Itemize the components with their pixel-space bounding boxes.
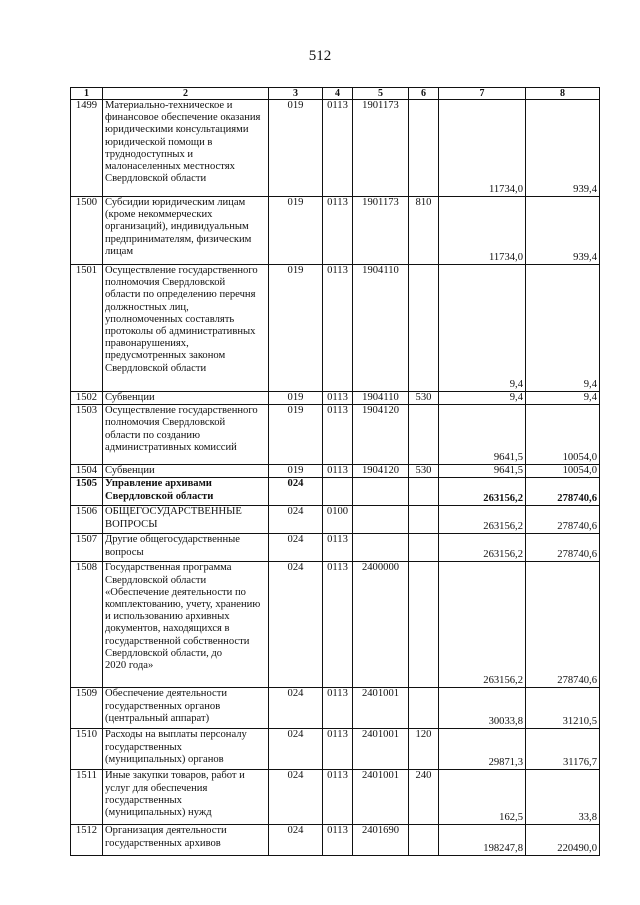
row-number: 1509 <box>71 688 103 729</box>
expense-type-code: 240 <box>409 770 439 825</box>
admin-code: 019 <box>269 265 323 392</box>
section-code: 0113 <box>323 825 353 856</box>
target-code: 1904120 <box>353 405 409 465</box>
row-name: Материально-техническое и финансовое обеспечение оказания юридическими консультациями юридической помощи в труднодоступных и малонаселенных местностях Свердловской области <box>103 100 269 197</box>
header-row <box>71 88 600 100</box>
table-row <box>71 100 600 197</box>
amount-year-2: 9,4 <box>526 392 600 405</box>
expense-type-code <box>409 562 439 688</box>
amount-year-2: 278740,6 <box>526 506 600 534</box>
table-row <box>71 825 600 856</box>
row-number: 1511 <box>71 770 103 825</box>
expense-type-code <box>409 265 439 392</box>
row-number: 1508 <box>71 562 103 688</box>
amount-year-1: 198247,8 <box>439 825 526 856</box>
table-row <box>71 465 600 478</box>
table-row <box>71 405 600 465</box>
target-code: 1904110 <box>353 392 409 405</box>
section-code: 0113 <box>323 465 353 478</box>
expense-type-code <box>409 100 439 197</box>
row-number: 1501 <box>71 265 103 392</box>
table-body <box>71 100 600 856</box>
section-code: 0113 <box>323 534 353 562</box>
target-code: 2401001 <box>353 688 409 729</box>
amount-year-1: 29871,3 <box>439 729 526 770</box>
amount-year-1: 11734,0 <box>439 197 526 265</box>
admin-code: 019 <box>269 197 323 265</box>
expense-type-code <box>409 405 439 465</box>
section-code: 0113 <box>323 265 353 392</box>
row-name: Управление архивами Свердловской области <box>103 478 269 506</box>
amount-year-2: 278740,6 <box>526 562 600 688</box>
amount-year-2: 939,4 <box>526 100 600 197</box>
row-name: Иные закупки товаров, работ и услуг для обеспечения государственных (муниципальных) нужд <box>103 770 269 825</box>
amount-year-2: 278740,6 <box>526 478 600 506</box>
table-row <box>71 197 600 265</box>
amount-year-1: 9641,5 <box>439 465 526 478</box>
expense-type-code: 530 <box>409 465 439 478</box>
header-cell: 4 <box>323 88 353 100</box>
section-code: 0113 <box>323 770 353 825</box>
section-code: 0113 <box>323 100 353 197</box>
row-number: 1507 <box>71 534 103 562</box>
amount-year-2: 9,4 <box>526 265 600 392</box>
amount-year-1: 263156,2 <box>439 562 526 688</box>
target-code: 2401001 <box>353 770 409 825</box>
admin-code: 024 <box>269 729 323 770</box>
row-name: Субсидии юридическим лицам (кроме некоммерческих организаций), индивидуальным предпринимателям, физическим лицам <box>103 197 269 265</box>
amount-year-1: 9,4 <box>439 392 526 405</box>
target-code: 1904110 <box>353 265 409 392</box>
row-name: Обеспечение деятельности государственных органов (центральный аппарат) <box>103 688 269 729</box>
header-cell: 1 <box>71 88 103 100</box>
row-number: 1510 <box>71 729 103 770</box>
header-cell: 8 <box>526 88 600 100</box>
table-row <box>71 392 600 405</box>
table-row <box>71 478 600 506</box>
amount-year-1: 263156,2 <box>439 478 526 506</box>
row-name: Осуществление государственного полномочия Свердловской области по созданию административных комиссий <box>103 405 269 465</box>
amount-year-2: 31210,5 <box>526 688 600 729</box>
row-number: 1505 <box>71 478 103 506</box>
expense-type-code <box>409 825 439 856</box>
expense-type-code: 530 <box>409 392 439 405</box>
target-code: 1901173 <box>353 197 409 265</box>
section-code <box>323 478 353 506</box>
amount-year-1: 30033,8 <box>439 688 526 729</box>
header-cell: 6 <box>409 88 439 100</box>
page-number: 512 <box>308 48 332 64</box>
admin-code: 024 <box>269 688 323 729</box>
budget-table <box>70 87 600 856</box>
amount-year-2: 31176,7 <box>526 729 600 770</box>
admin-code: 024 <box>269 770 323 825</box>
target-code <box>353 478 409 506</box>
section-code: 0113 <box>323 688 353 729</box>
admin-code: 019 <box>269 405 323 465</box>
admin-code: 019 <box>269 392 323 405</box>
target-code: 2400000 <box>353 562 409 688</box>
section-code: 0113 <box>323 405 353 465</box>
row-number: 1502 <box>71 392 103 405</box>
target-code: 1904120 <box>353 465 409 478</box>
expense-type-code <box>409 534 439 562</box>
row-number: 1503 <box>71 405 103 465</box>
expense-type-code <box>409 688 439 729</box>
header-cell: 5 <box>353 88 409 100</box>
amount-year-2: 10054,0 <box>526 465 600 478</box>
admin-code: 024 <box>269 478 323 506</box>
table-row <box>71 770 600 825</box>
expense-type-code: 120 <box>409 729 439 770</box>
table-row <box>71 506 600 534</box>
target-code <box>353 534 409 562</box>
header-cell: 7 <box>439 88 526 100</box>
admin-code: 024 <box>269 825 323 856</box>
section-code: 0113 <box>323 197 353 265</box>
admin-code: 024 <box>269 506 323 534</box>
row-number: 1499 <box>71 100 103 197</box>
amount-year-1: 9,4 <box>439 265 526 392</box>
target-code: 1901173 <box>353 100 409 197</box>
admin-code: 019 <box>269 465 323 478</box>
table-row <box>71 265 600 392</box>
expense-type-code <box>409 506 439 534</box>
amount-year-1: 11734,0 <box>439 100 526 197</box>
amount-year-2: 33,8 <box>526 770 600 825</box>
row-name: Другие общегосударственные вопросы <box>103 534 269 562</box>
admin-code: 024 <box>269 534 323 562</box>
amount-year-2: 278740,6 <box>526 534 600 562</box>
section-code: 0113 <box>323 392 353 405</box>
expense-type-code <box>409 478 439 506</box>
target-code: 2401001 <box>353 729 409 770</box>
row-name: Осуществление государственного полномочия Свердловской области по определению перечня должностных лиц, уполномоченных составлять протоколы об административных правонарушениях, предусмотренных законом Свердловской области <box>103 265 269 392</box>
admin-code: 024 <box>269 562 323 688</box>
table-row <box>71 562 600 688</box>
row-name: ОБЩЕГОСУДАРСТВЕННЫЕ ВОПРОСЫ <box>103 506 269 534</box>
row-name: Субвенции <box>103 392 269 405</box>
target-code <box>353 506 409 534</box>
section-code: 0113 <box>323 729 353 770</box>
header-cell: 3 <box>269 88 323 100</box>
target-code: 2401690 <box>353 825 409 856</box>
amount-year-1: 263156,2 <box>439 506 526 534</box>
header-cell: 2 <box>103 88 269 100</box>
table-row <box>71 729 600 770</box>
amount-year-1: 263156,2 <box>439 534 526 562</box>
amount-year-2: 220490,0 <box>526 825 600 856</box>
amount-year-1: 9641,5 <box>439 405 526 465</box>
amount-year-2: 10054,0 <box>526 405 600 465</box>
section-code: 0100 <box>323 506 353 534</box>
amount-year-2: 939,4 <box>526 197 600 265</box>
row-name: Государственная программа Свердловской области «Обеспечение деятельности по комплектованию, учету, хранению и использованию архивных документов, находящихся в государственной собственности Свердловской области, до 2020 года» <box>103 562 269 688</box>
row-name: Организация деятельности государственных архивов <box>103 825 269 856</box>
row-number: 1512 <box>71 825 103 856</box>
amount-year-1: 162,5 <box>439 770 526 825</box>
row-name: Расходы на выплаты персоналу государственных (муниципальных) органов <box>103 729 269 770</box>
table-row <box>71 534 600 562</box>
row-name: Субвенции <box>103 465 269 478</box>
section-code: 0113 <box>323 562 353 688</box>
row-number: 1500 <box>71 197 103 265</box>
row-number: 1504 <box>71 465 103 478</box>
table-row <box>71 688 600 729</box>
expense-type-code: 810 <box>409 197 439 265</box>
admin-code: 019 <box>269 100 323 197</box>
row-number: 1506 <box>71 506 103 534</box>
